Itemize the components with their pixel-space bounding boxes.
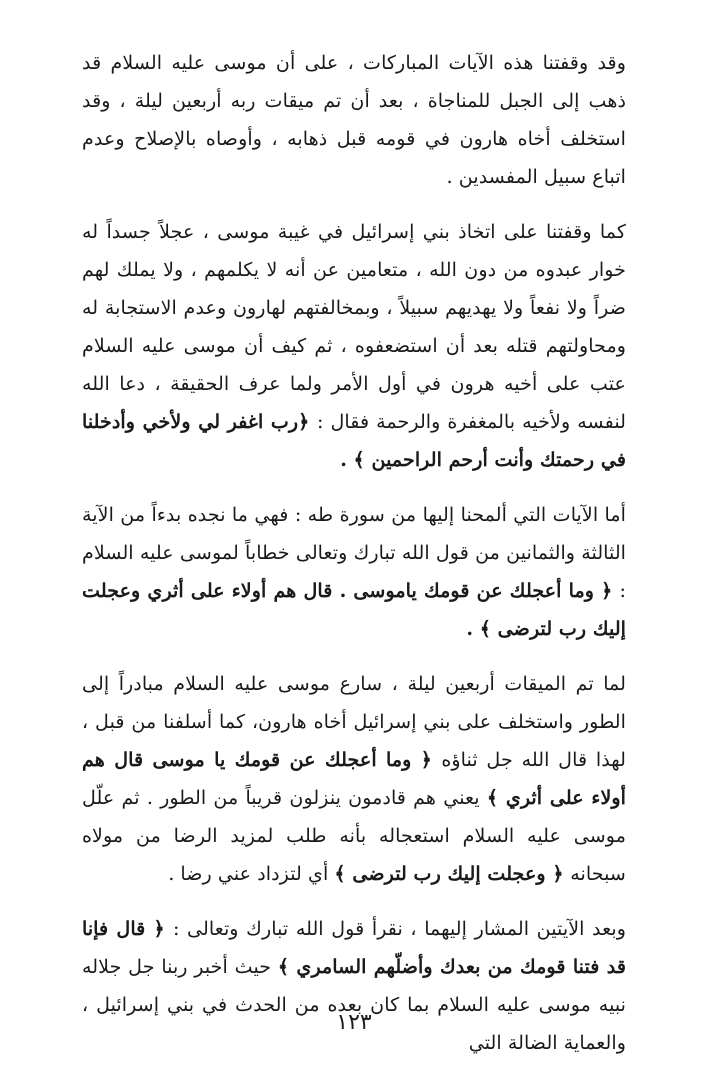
paragraph-text: وبعد الآيتين المشار إليهما ، نقرأ قول الله تبارك وتعالى :	[172, 917, 626, 940]
page-number: ١٢٣	[336, 1010, 372, 1035]
quran-verse-quote: ﴿ وما أعجلك عن قومك ياموسى . قال هم أولاء على أثري وعجلت إليك رب لترضى ﴾ .	[82, 579, 626, 640]
quran-verse-quote: ﴿رب اغفر لي ولأخي وأدخلنا في رحمتك وأنت أرحم الراحمين ﴾ .	[82, 410, 626, 471]
paragraph-text: كما وقفتنا على اتخاذ بني إسرائيل في غيبة موسى ، عجلاً جسداً له خوار عبدوه من دون الله ، متعامين عن أنه لا يكلمهم ، ولا يملك لهم ضراً ولا نفعاً ولا يهديهم سبيلاً ، وبمخالفتهم لهارون وعدم الاستجابة له ومحاولتهم قتله بعد أن استضعفوه ، ثم كيف أن موسى عليه السلام عتب على أخيه هرون في أول الأمر ولما عرف الحقيقة ، دعا الله لنفسه ولأخيه بالمغفرة والرحمة فقال :	[82, 220, 626, 433]
body-text	[82, 44, 626, 1062]
quran-verse-quote: ﴿ وما أعجلك عن قومك يا موسى قال هم أولاء على أثري ﴾	[82, 748, 626, 809]
paragraph	[82, 910, 626, 1062]
paragraph-text: لما تم الميقات أربعين ليلة ، سارع موسى عليه السلام مبادراً إلى الطور واستخلف على بني إسرائيل أخاه هارون، كما أسلفنا من قبل ، لهذا قال الله جل ثناؤه	[82, 672, 626, 771]
paragraph	[82, 213, 626, 479]
paragraph-text: يعني هم قادمون ينزلون قريباً من الطور . ثم علّل موسى عليه السلام استعجاله بأنه طلب لمزيد الرضا من مولاه سبحانه	[82, 786, 626, 885]
paragraph	[82, 665, 626, 893]
quran-verse-quote: ﴿ قال فإنا قد فتنا قومك من بعدك وأضلّهم السامري ﴾	[82, 917, 626, 978]
paragraph	[82, 496, 626, 648]
paragraph-text: أي لتزداد عني رضا .	[168, 862, 335, 885]
paragraph-text: وقد وقفتنا هذه الآيات المباركات ، على أن موسى عليه السلام قد ذهب إلى الجبل للمناجاة ، بعد أن تم ميقات ربه أربعين ليلة ، وقد استخلف أخاه هارون في قومه قبل ذهابه ، وأوصاه بالإصلاح وعدم اتباع سبيل المفسدين .	[82, 51, 626, 188]
paragraph-text: حيث أخبر ربنا جل جلاله نبيه موسى عليه السلام بما كان بعده من الحدث في بني إسرائيل ، والعماية الضالة التي	[82, 955, 626, 1054]
paragraph	[82, 44, 626, 196]
quran-verse-quote: ﴿ وعجلت إليك رب لترضى ﴾	[334, 862, 571, 885]
paragraph-text: أما الآيات التي ألمحنا إليها من سورة طه : فهي ما نجده بدءاً من الآية الثالثة والثمانين من قول الله تبارك وتعالى خطاباً لموسى عليه السلام :	[82, 503, 626, 602]
